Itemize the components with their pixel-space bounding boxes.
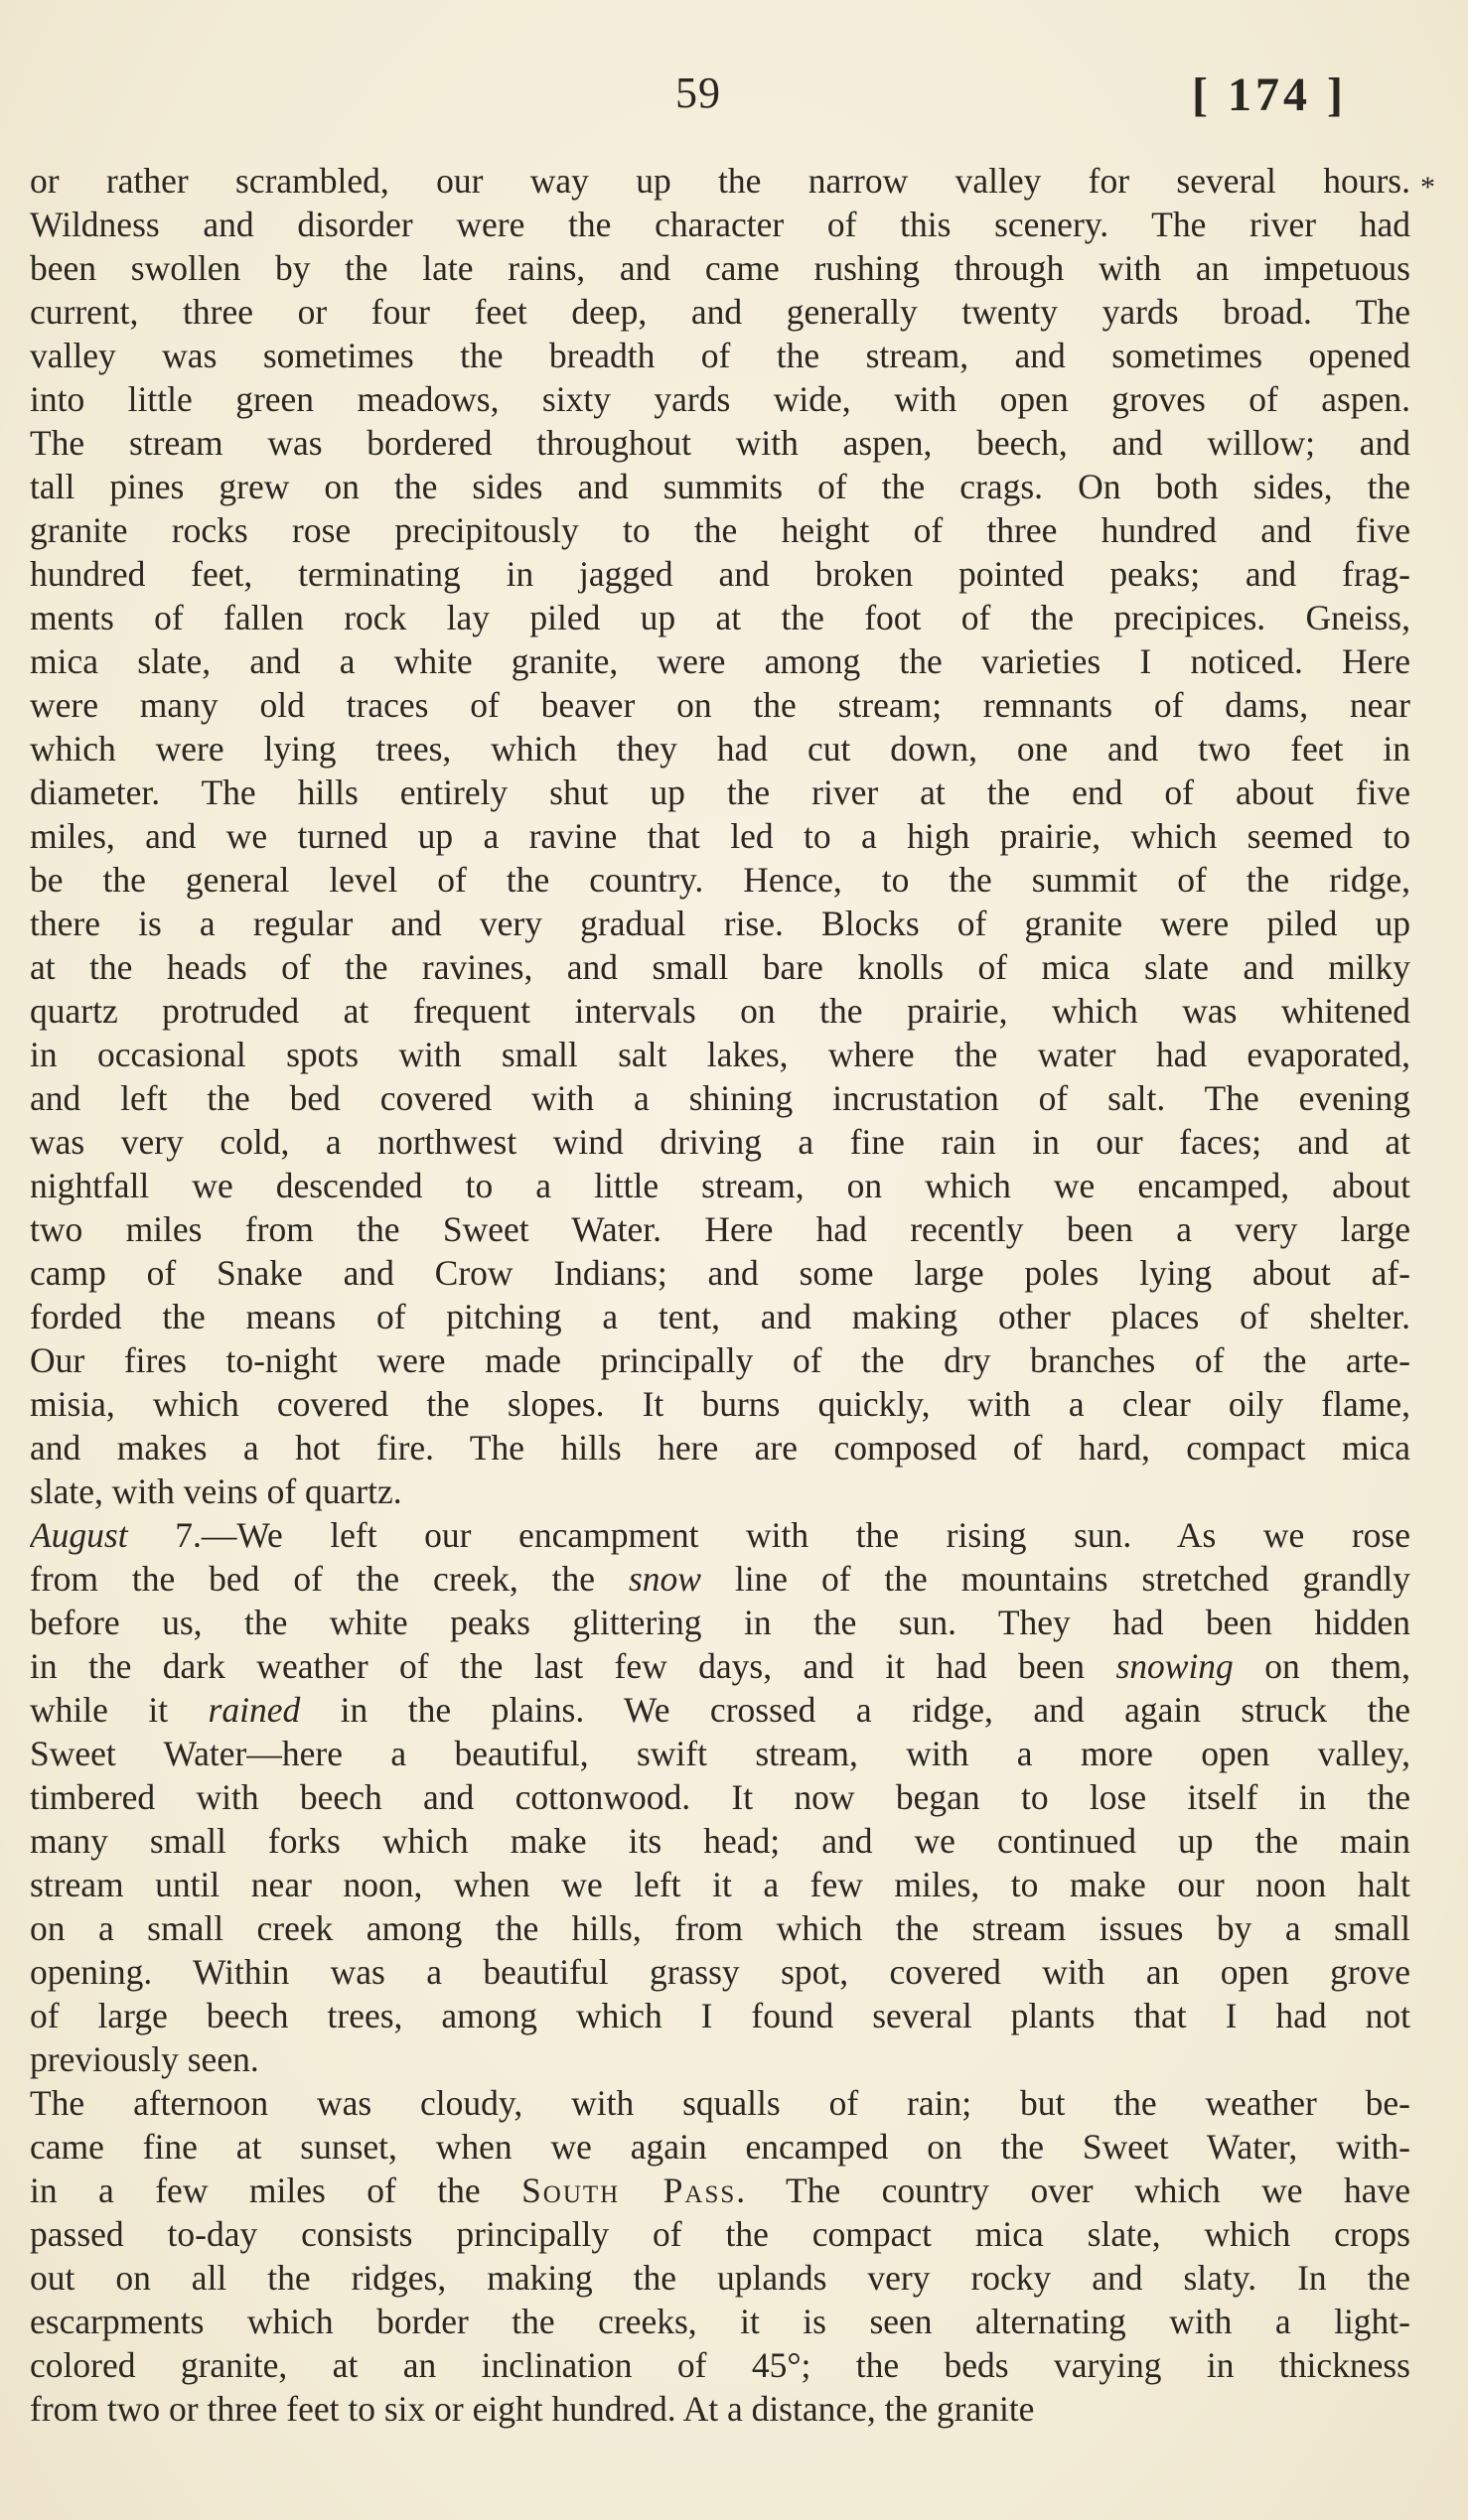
text-line: before us, the white peaks glittering in the sun. They had been hidden	[30, 1603, 1410, 1642]
text-line: which were lying trees, which they had cut down, one and two feet in	[30, 729, 1410, 769]
text-line: colored granite, at an inclination of 45°; the beds varying in thickness	[30, 2345, 1410, 2385]
text-line: ments of fallen rock lay piled up at the foot of the precipices. Gneiss,	[30, 598, 1410, 637]
text-line: out on all the ridges, making the uplands very rocky and slaty. In the	[30, 2258, 1410, 2298]
text-line: at the heads of the ravines, and small bare knolls of mica slate and milky	[30, 947, 1410, 987]
page-number: 59	[675, 69, 721, 117]
text-line: passed to-day consists principally of the compact mica slate, which crops	[30, 2214, 1410, 2254]
text-line: came fine at sunset, when we again encamped on the Sweet Water, with-	[30, 2127, 1410, 2167]
text-line: The afternoon was cloudy, with squalls of rain; but the weather be-	[30, 2083, 1410, 2123]
text-line: and left the bed covered with a shining incrustation of salt. The evening	[30, 1078, 1410, 1118]
text-line: Wildness and disorder were the character of this scenery. The river had	[30, 205, 1410, 244]
text-line: The stream was bordered throughout with aspen, beech, and willow; and	[30, 423, 1410, 463]
text-line: timbered with beech and cottonwood. It now began to lose itself in the	[30, 1777, 1410, 1817]
text-line: diameter. The hills entirely shut up the river at the end of about five	[30, 772, 1410, 812]
text-line: escarpments which border the creeks, it is seen alternating with a light-	[30, 2302, 1410, 2341]
text-line: valley was sometimes the breadth of the stream, and sometimes opened	[30, 336, 1410, 375]
text-line: camp of Snake and Crow Indians; and some large poles lying about af-	[30, 1253, 1410, 1293]
text-line: many small forks which make its head; and we continued up the main	[30, 1821, 1410, 1861]
text-line: hundred feet, terminating in jagged and broken pointed peaks; and frag-	[30, 554, 1410, 594]
text-line: previously seen.	[30, 2039, 259, 2079]
text-line: be the general level of the country. Hence, to the summit of the ridge,	[30, 860, 1410, 900]
text-line: granite rocks rose precipitously to the height of three hundred and five	[30, 510, 1410, 550]
text-line: misia, which covered the slopes. It burns quickly, with a clear oily flame,	[30, 1384, 1410, 1424]
text-line: in occasional spots with small salt lakes, where the water had evaporated,	[30, 1035, 1410, 1074]
text-line: there is a regular and very gradual rise. Blocks of granite were piled up	[30, 904, 1410, 943]
text-line: in a few miles of the South Pass. The country over which we have	[30, 2170, 1410, 2210]
text-line: nightfall we descended to a little stream, on which we encamped, about	[30, 1166, 1410, 1205]
section-number: [ 174 ]	[1192, 69, 1347, 121]
text-line: two miles from the Sweet Water. Here had recently been a very large	[30, 1209, 1410, 1249]
text-line: or rather scrambled, our way up the narrow valley for several hours.	[30, 161, 1410, 201]
text-line: Our fires to-night were made principally of the dry branches of the arte-	[30, 1340, 1410, 1380]
text-line: tall pines grew on the sides and summits of the crags. On both sides, the	[30, 467, 1410, 506]
paragraph	[30, 1513, 1410, 2081]
text-line: stream until near noon, when we left it a few miles, to make our noon halt	[30, 1865, 1410, 1904]
text-line: been swollen by the late rains, and came rushing through with an impetuous	[30, 248, 1410, 288]
text-line: and makes a hot fire. The hills here are composed of hard, compact mica	[30, 1428, 1410, 1468]
text-line: was very cold, a northwest wind driving a fine rain in our faces; and at	[30, 1122, 1410, 1162]
text-line: were many old traces of beaver on the stream; remnants of dams, near	[30, 685, 1410, 725]
page-header	[0, 62, 1468, 141]
text-line: slate, with veins of quartz.	[30, 1471, 402, 1511]
text-line: from the bed of the creek, the snow line of the mountains stretched grandly	[30, 1559, 1410, 1599]
text-line: forded the means of pitching a tent, and making other places of shelter.	[30, 1297, 1410, 1336]
paragraph	[30, 159, 1410, 1513]
text-line: August 7.—We left our encampment with the rising sun. As we rose	[30, 1515, 1410, 1555]
text-line: miles, and we turned up a ravine that led to a high prairie, which seemed to	[30, 816, 1410, 856]
text-line: into little green meadows, sixty yards wide, with open groves of aspen.	[30, 379, 1410, 419]
margin-mark: *	[1420, 171, 1435, 204]
text-line: while it rained in the plains. We crossed a ridge, and again struck the	[30, 1690, 1410, 1730]
text-line: quartz protruded at frequent intervals on the prairie, which was whitened	[30, 991, 1410, 1031]
text-line: on a small creek among the hills, from which the stream issues by a small	[30, 1908, 1410, 1948]
text-line: Sweet Water—here a beautiful, swift stream, with a more open valley,	[30, 1734, 1410, 1773]
text-line: of large beech trees, among which I found several plants that I had not	[30, 1996, 1410, 2035]
text-line: opening. Within was a beautiful grassy spot, covered with an open grove	[30, 1952, 1410, 1992]
text-line: mica slate, and a white granite, were among the varieties I noticed. Here	[30, 641, 1410, 681]
paragraph	[30, 2081, 1410, 2431]
text-line: current, three or four feet deep, and generally twenty yards broad. The	[30, 292, 1410, 332]
body-text	[30, 159, 1410, 2431]
text-line: from two or three feet to six or eight hundred. At a distance, the granite	[30, 2389, 1035, 2429]
text-line: in the dark weather of the last few days, and it had been snowing on them,	[30, 1646, 1410, 1686]
